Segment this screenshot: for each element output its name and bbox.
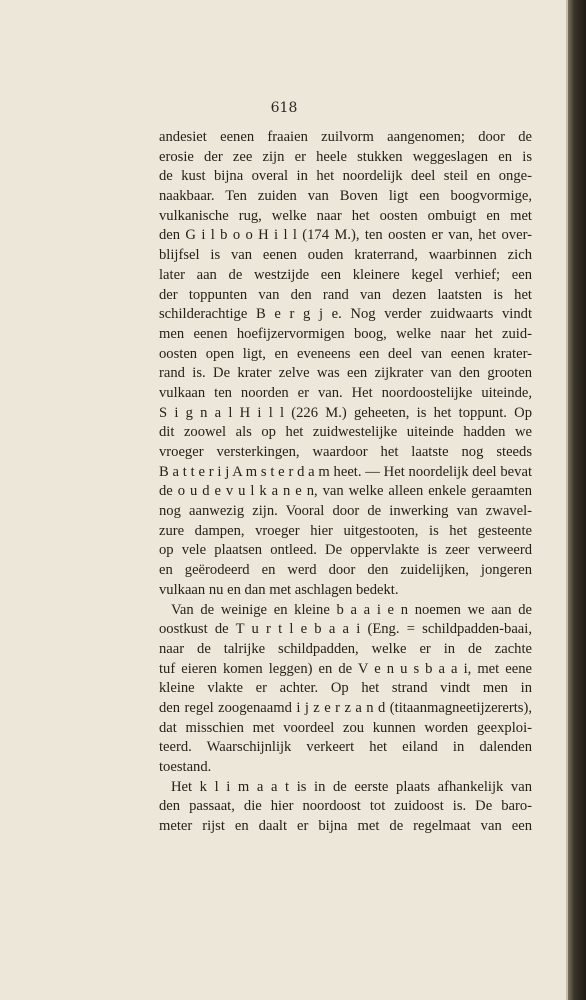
text-line: schilderachtige B e r g j e. Nog verder zuidwaarts vindt xyxy=(159,306,532,323)
text-line: vulkanische rug, welke naar het oosten ombuigt en met xyxy=(159,207,532,224)
text-line: oostkust de T u r t l e b a a i (Eng. = schildpadden-baai, xyxy=(159,621,532,638)
text-line: toestand. xyxy=(159,759,212,775)
text-line: de kust bijna overal in het noordelijk deel steil en onge- xyxy=(159,168,532,185)
book-binding-edge xyxy=(568,0,586,1000)
text-line: naar de talrijke schildpadden, welke er in de zachte xyxy=(159,640,532,657)
text-line: later aan de westzijde een kleinere kegel verhief; een xyxy=(159,266,532,283)
text-line: Het k l i m a a t is in de eerste plaats afhankelijk van xyxy=(171,778,532,795)
text-line: dat misschien met voordeel zou kunnen worden geexploi- xyxy=(159,719,532,736)
text-line: op vele plaatsen ontleed. De oppervlakte is zeer verweerd xyxy=(159,542,532,559)
text-line: en geërodeerd en werd door den zuidelijken, jongeren xyxy=(159,562,532,579)
text-line: der toppunten van den rand van dezen laatsten is het xyxy=(159,286,532,303)
text-line: men eenen hoefijzervormigen boog, welke naar het zuid- xyxy=(159,325,532,342)
text-line: vroeger versterkingen, waardoor het laatste nog steeds xyxy=(159,444,532,460)
text-line: S i g n a l H i l l (226 M.) geheeten, is het toppunt. Op xyxy=(159,404,532,421)
text-line: andesiet eenen fraaien zuilvorm aangenomen; door de xyxy=(159,129,532,145)
text-line: Van de weinige en kleine b a a i e n noemen we aan de xyxy=(171,601,532,618)
text-line: tuf eieren komen leggen) en de V e n u s b a a i, met eene xyxy=(159,660,532,677)
text-line: dit zoowel als op het zuidwestelijke uiteinde hadden we xyxy=(159,424,532,441)
text-line: nog aanwezig zijn. Vooral door de inwerking van zwavel- xyxy=(159,503,532,520)
text-line: teerd. Waarschijnlijk verkeert het eiland in dalenden xyxy=(159,739,532,756)
text-line: kleine vlakte er achter. Op het strand vindt men in xyxy=(159,680,532,697)
text-line: oosten open ligt, en eveneens een deel van eenen krater- xyxy=(159,345,532,362)
text-line: naakbaar. Ten zuiden van Boven ligt een boogvormige, xyxy=(159,188,532,205)
text-line: den G i l b o o H i l l (174 M.), ten oosten er van, het over- xyxy=(159,227,532,244)
body-text xyxy=(159,128,532,837)
text-line: vulkaan ten noorden er van. Het noordoostelijke uiteinde, xyxy=(159,384,532,401)
text-line: zure dampen, vroeger hier uitgestooten, is het gesteente xyxy=(159,522,532,539)
page-number: 618 xyxy=(270,100,298,116)
text-line: vulkaan nu en dan met aschlagen bedekt. xyxy=(159,581,399,598)
text-line: meter rijst en daalt er bijna met de regelmaat van een xyxy=(159,818,532,835)
text-line: rand is. De krater zelve was een zijkrater van den grooten xyxy=(159,365,532,382)
text-line: blijfsel is van eenen ouden kraterrand, waarbinnen zich xyxy=(159,247,532,264)
text-line: den regel zoogenaamd i j z e r z a n d (titaanmagneetijzererts), xyxy=(159,699,532,716)
text-line: erosie der zee zijn er heele stukken weggeslagen en is xyxy=(159,148,532,165)
text-line: B a t t e r i j A m s t e r d a m heet. — Het noordelijk deel bevat xyxy=(159,463,532,480)
text-line: de o u d e v u l k a n e n, van welke alleen enkele geraamten xyxy=(159,483,532,500)
text-line: den passaat, die hier noordoost tot zuidoost is. De baro- xyxy=(159,798,532,815)
